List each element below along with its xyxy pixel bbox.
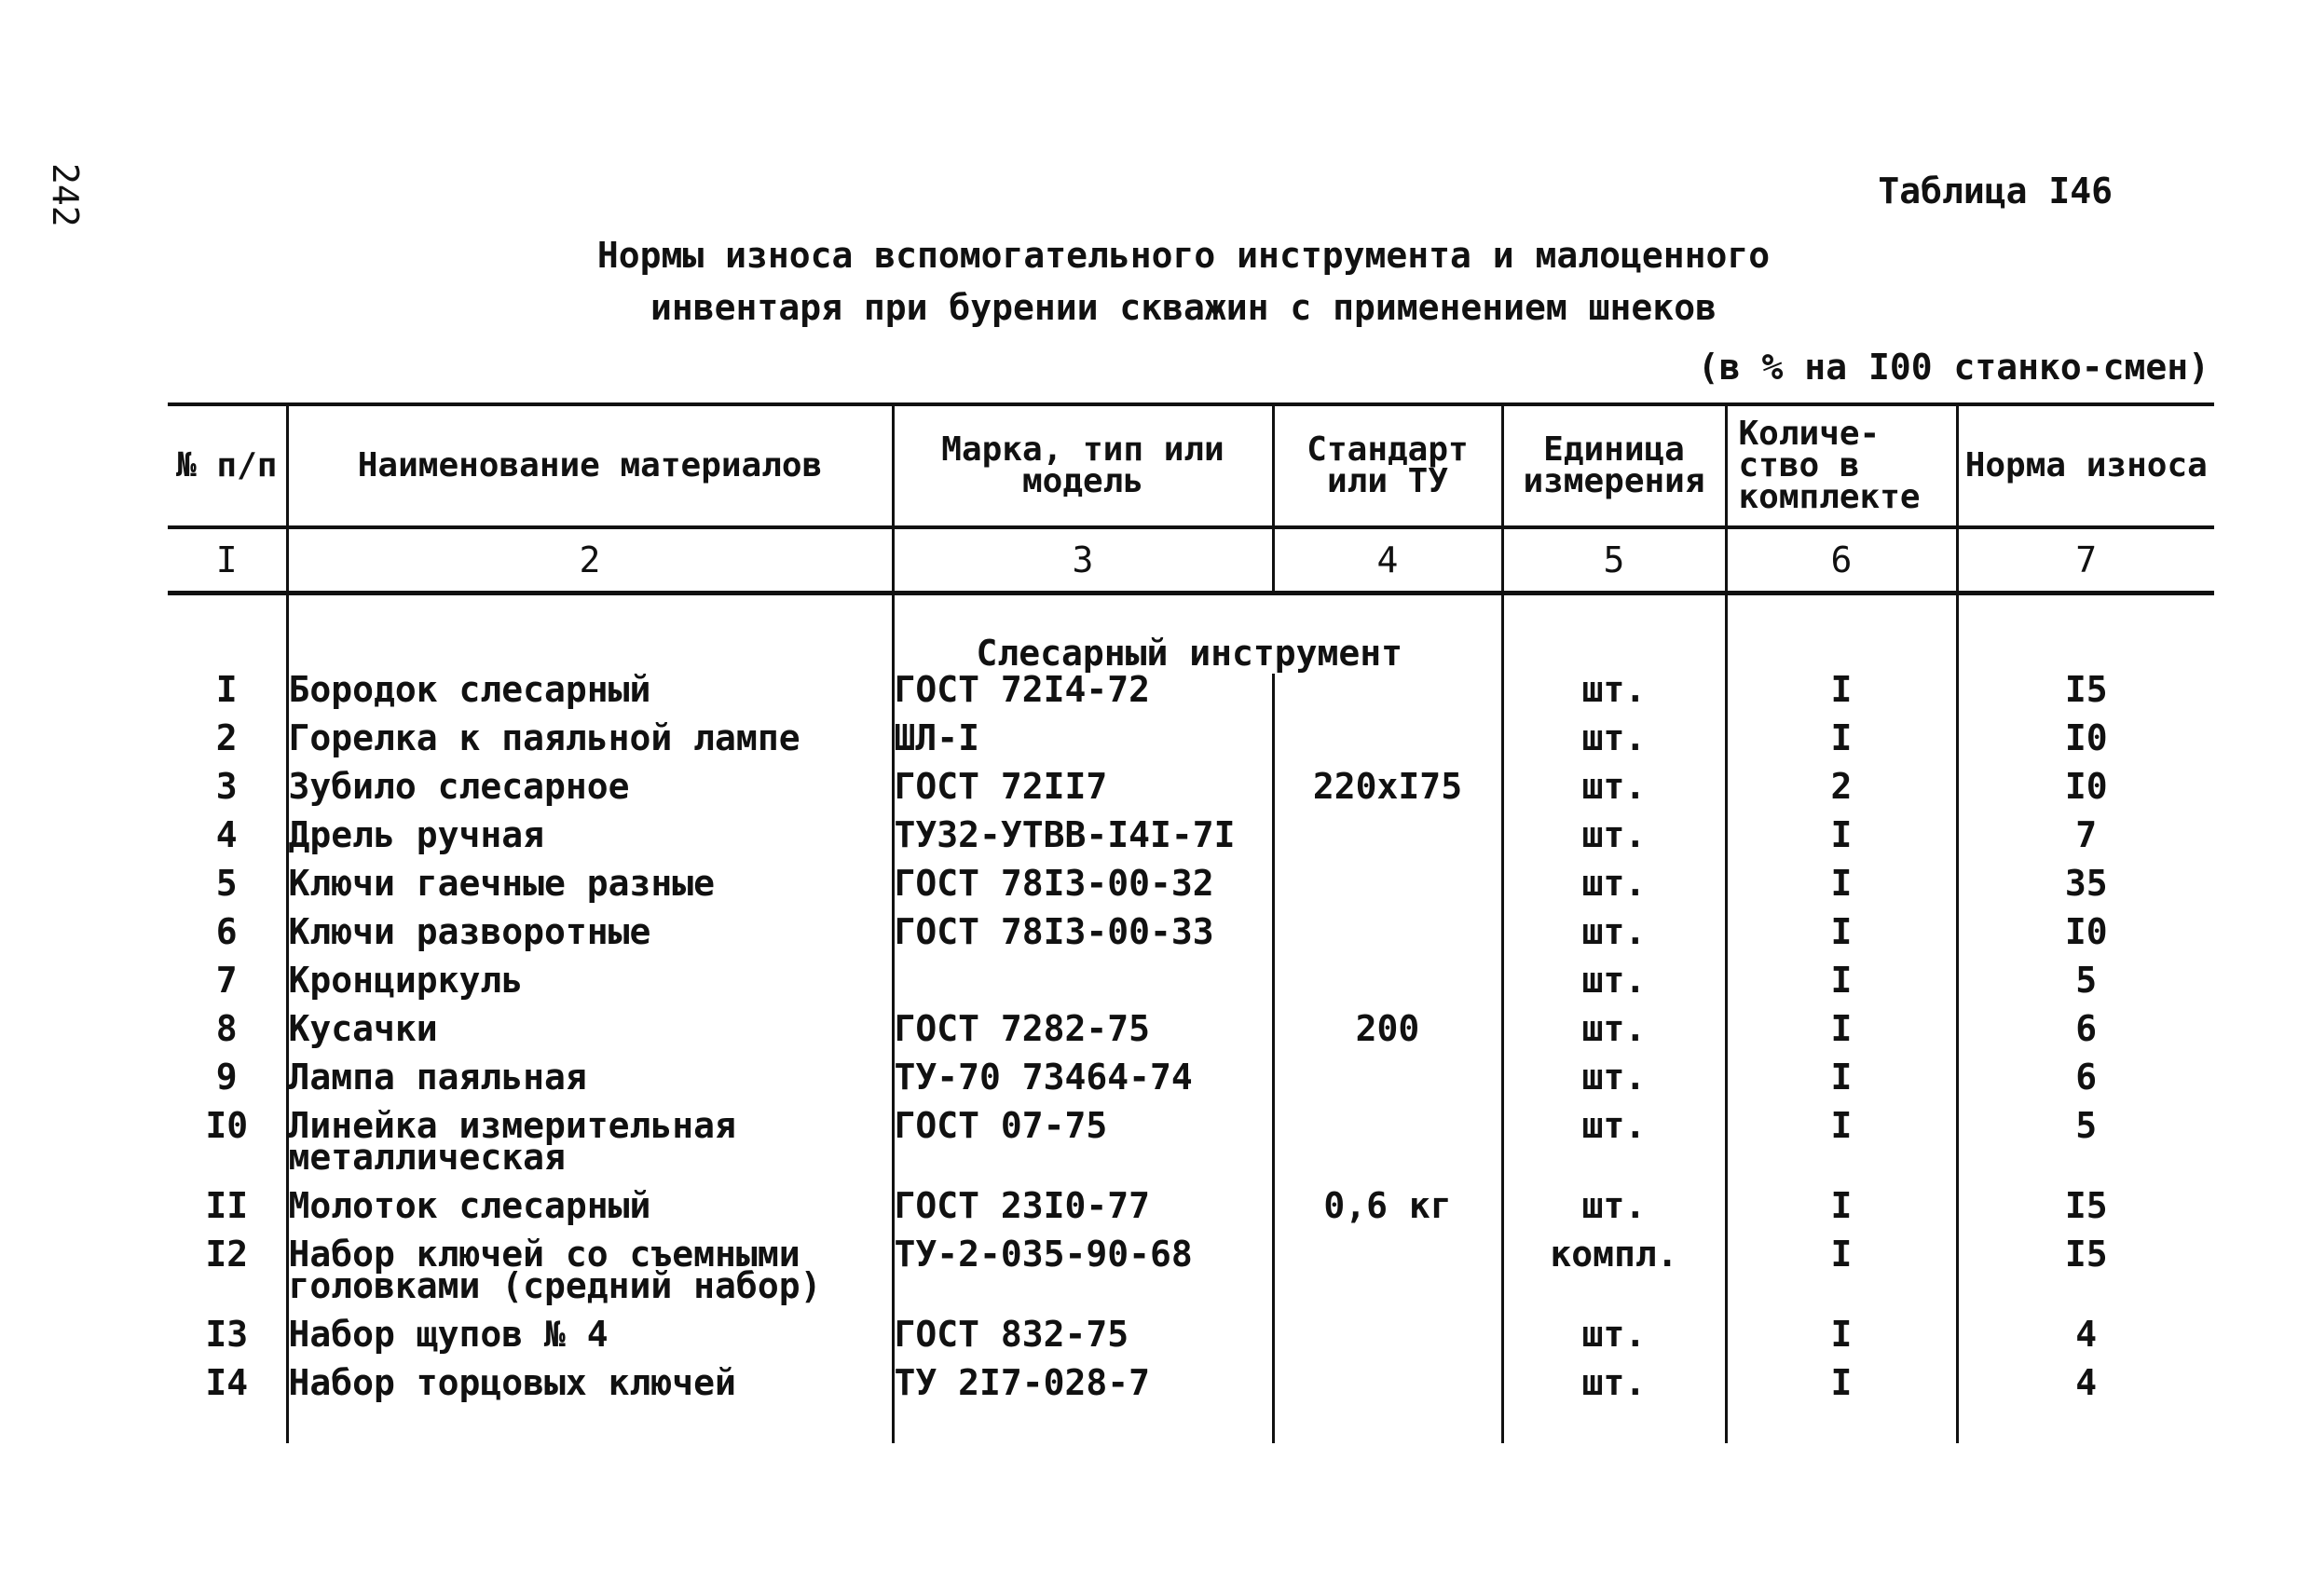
spacer-cell [168, 1415, 287, 1443]
item-number: I3 [168, 1318, 287, 1367]
item-norm: 5 [1957, 1110, 2214, 1190]
item-mark: ГОСТ 832-75 [893, 1318, 1273, 1367]
column-number: 2 [287, 527, 893, 593]
item-name: Набор ключей со съемными головками (средний набор) [287, 1238, 893, 1318]
item-name: Ключи гаечные разные [287, 867, 893, 916]
item-standard [1273, 674, 1502, 722]
item-standard [1273, 964, 1502, 1013]
item-standard [1273, 1318, 1502, 1367]
item-quantity: I [1726, 674, 1957, 722]
item-standard [1273, 1061, 1502, 1110]
item-norm: I0 [1957, 771, 2214, 819]
item-quantity: I [1726, 1061, 1957, 1110]
page-number: 242 [45, 163, 86, 227]
item-name: Набор щупов № 4 [287, 1318, 893, 1367]
spacer-cell [1273, 1415, 1502, 1443]
spacer-cell [1957, 1415, 2214, 1443]
item-mark: ТУ-70 73464-74 [893, 1061, 1273, 1110]
item-quantity: I [1726, 1190, 1957, 1238]
item-mark: ГОСТ 7282-75 [893, 1013, 1273, 1061]
item-number: I4 [168, 1367, 287, 1415]
table-label: Таблица I46 [1878, 171, 2113, 211]
table-row [168, 1238, 2214, 1318]
item-number: 6 [168, 916, 287, 964]
section-title: Слесарный инструмент [893, 593, 1502, 675]
item-number: 8 [168, 1013, 287, 1061]
table-row [168, 964, 2214, 1013]
item-name: Кронциркуль [287, 964, 893, 1013]
item-unit: шт. [1502, 1110, 1726, 1190]
item-norm: I5 [1957, 1190, 2214, 1238]
item-norm: 5 [1957, 964, 2214, 1013]
item-unit: шт. [1502, 1190, 1726, 1238]
table-row [168, 819, 2214, 867]
column-number: 7 [1957, 527, 2214, 593]
item-name: Кусачки [287, 1013, 893, 1061]
item-unit: шт. [1502, 867, 1726, 916]
section-spacer [168, 593, 287, 675]
item-quantity: I [1726, 1367, 1957, 1415]
item-number: 5 [168, 867, 287, 916]
title-line-2: инвентаря при бурении скважин с применением шнеков [650, 287, 1717, 328]
section-spacer [1957, 593, 2214, 675]
item-standard [1273, 819, 1502, 867]
item-number: I2 [168, 1238, 287, 1318]
item-standard [1273, 867, 1502, 916]
table-row [168, 771, 2214, 819]
column-number: 3 [893, 527, 1273, 593]
table-row [168, 1061, 2214, 1110]
item-quantity: I [1726, 1318, 1957, 1367]
item-norm: 35 [1957, 867, 2214, 916]
column-number: I [168, 527, 287, 593]
spacer-cell [1502, 1415, 1726, 1443]
item-norm: 7 [1957, 819, 2214, 867]
item-unit: шт. [1502, 1061, 1726, 1110]
column-number-row [168, 527, 2214, 593]
item-name: Горелка к паяльной лампе [287, 722, 893, 771]
table-row [168, 867, 2214, 916]
item-norm: 4 [1957, 1318, 2214, 1367]
item-standard [1273, 722, 1502, 771]
item-mark: ГОСТ 23I0-77 [893, 1190, 1273, 1238]
item-quantity: I [1726, 722, 1957, 771]
table-row [168, 1110, 2214, 1190]
item-norm: I5 [1957, 674, 2214, 722]
item-quantity: I [1726, 964, 1957, 1013]
item-mark: ГОСТ 07-75 [893, 1110, 1273, 1190]
item-name: Бородок слесарный [287, 674, 893, 722]
item-standard: 200 [1273, 1013, 1502, 1061]
table-row [168, 722, 2214, 771]
item-norm: 6 [1957, 1013, 2214, 1061]
item-mark: ГОСТ 72I4-72 [893, 674, 1273, 722]
wear-norms-table [168, 402, 2214, 1443]
item-unit: шт. [1502, 722, 1726, 771]
header-num: № п/п [168, 404, 287, 527]
item-number: I0 [168, 1110, 287, 1190]
item-name: Лампа паяльная [287, 1061, 893, 1110]
item-standard [1273, 916, 1502, 964]
header-quantity: Количе-ство в комплекте [1726, 404, 1957, 527]
item-unit: компл. [1502, 1238, 1726, 1318]
spacer-cell [893, 1415, 1273, 1443]
item-quantity: 2 [1726, 771, 1957, 819]
title-line-1: Нормы износа вспомогательного инструмента и малоценного [596, 235, 1771, 276]
item-name: Линейка измерительная металлическая [287, 1110, 893, 1190]
item-mark: ТУ 2I7-028-7 [893, 1367, 1273, 1415]
item-unit: шт. [1502, 1318, 1726, 1367]
item-norm: I0 [1957, 916, 2214, 964]
item-mark: ГОСТ 78I3-00-32 [893, 867, 1273, 916]
table-row [168, 1013, 2214, 1061]
item-unit: шт. [1502, 916, 1726, 964]
header-unit: Единица измерения [1502, 404, 1726, 527]
table-row [168, 1367, 2214, 1415]
item-number: 2 [168, 722, 287, 771]
item-unit: шт. [1502, 674, 1726, 722]
item-number: 7 [168, 964, 287, 1013]
table-row [168, 1318, 2214, 1367]
header-norm: Норма износа [1957, 404, 2214, 527]
item-norm: 6 [1957, 1061, 2214, 1110]
section-spacer [287, 593, 893, 675]
item-quantity: I [1726, 916, 1957, 964]
item-quantity: I [1726, 819, 1957, 867]
item-number: 9 [168, 1061, 287, 1110]
spacer-cell [287, 1415, 893, 1443]
item-name: Дрель ручная [287, 819, 893, 867]
item-standard [1273, 1238, 1502, 1318]
item-standard: 220хI75 [1273, 771, 1502, 819]
header-standard: Стандарт или ТУ [1273, 404, 1502, 527]
item-number: II [168, 1190, 287, 1238]
header-mark: Марка, тип или модель [893, 404, 1273, 527]
header-row [168, 404, 2214, 527]
item-norm: I0 [1957, 722, 2214, 771]
item-norm: 4 [1957, 1367, 2214, 1415]
header-name: Наименование материалов [287, 404, 893, 527]
item-quantity: I [1726, 1110, 1957, 1190]
spacer-cell [1726, 1415, 1957, 1443]
item-quantity: I [1726, 1013, 1957, 1061]
item-number: I [168, 674, 287, 722]
table-row [168, 674, 2214, 722]
item-mark: ШЛ-I [893, 722, 1273, 771]
section-spacer [1502, 593, 1726, 675]
item-norm: I5 [1957, 1238, 2214, 1318]
table-title [522, 229, 1845, 334]
item-standard [1273, 1367, 1502, 1415]
item-mark: ТУ32-УТВВ-I4I-7I [893, 819, 1273, 867]
table-row [168, 916, 2214, 964]
item-name: Молоток слесарный [287, 1190, 893, 1238]
item-mark: ГОСТ 78I3-00-33 [893, 916, 1273, 964]
column-number: 4 [1273, 527, 1502, 593]
table-bottom-spacer [168, 1415, 2214, 1443]
item-number: 4 [168, 819, 287, 867]
item-unit: шт. [1502, 964, 1726, 1013]
item-mark: ТУ-2-035-90-68 [893, 1238, 1273, 1318]
item-unit: шт. [1502, 1013, 1726, 1061]
item-mark [893, 964, 1273, 1013]
item-number: 3 [168, 771, 287, 819]
section-spacer [1726, 593, 1957, 675]
table-row [168, 1190, 2214, 1238]
item-standard: 0,6 кг [1273, 1190, 1502, 1238]
item-name: Зубило слесарное [287, 771, 893, 819]
item-quantity: I [1726, 1238, 1957, 1318]
item-name: Набор торцовых ключей [287, 1367, 893, 1415]
item-unit: шт. [1502, 771, 1726, 819]
item-unit: шт. [1502, 1367, 1726, 1415]
item-quantity: I [1726, 867, 1957, 916]
item-standard [1273, 1110, 1502, 1190]
column-number: 6 [1726, 527, 1957, 593]
item-name: Ключи разворотные [287, 916, 893, 964]
units-note: (в % на I00 станко-смен) [1697, 347, 2209, 388]
item-mark: ГОСТ 72II7 [893, 771, 1273, 819]
column-number: 5 [1502, 527, 1726, 593]
item-unit: шт. [1502, 819, 1726, 867]
section-row [168, 593, 2214, 675]
